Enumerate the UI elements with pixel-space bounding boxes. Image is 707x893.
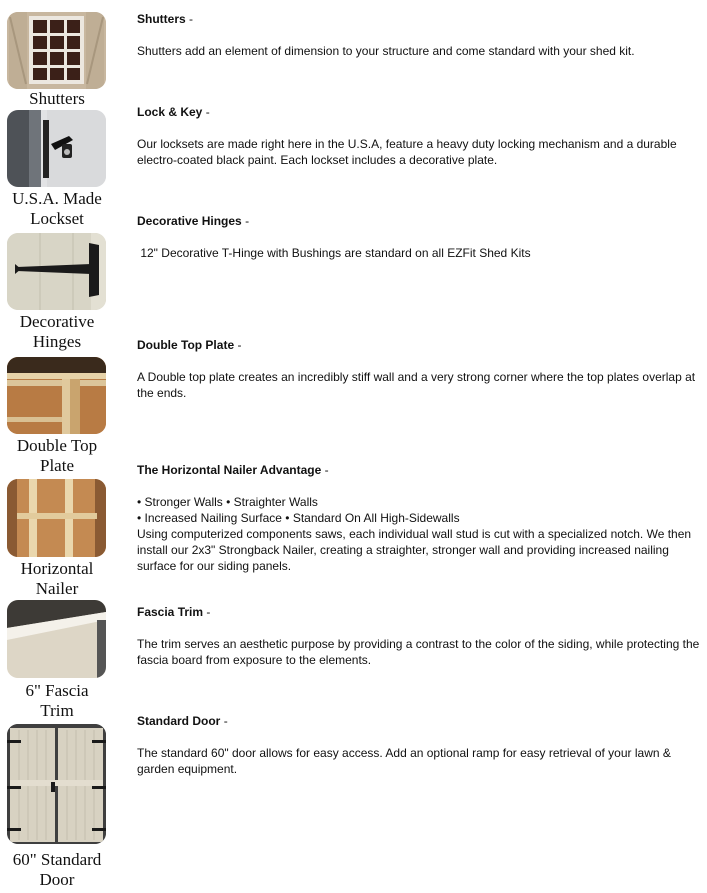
caption-fascia: 6" Fascia Trim [25, 681, 89, 720]
fascia-image [7, 600, 106, 678]
section-decorative-hinges [137, 213, 702, 261]
section-text: • Increased Nailing Surface • Standard On All High-Sidewalls [137, 511, 460, 525]
section-title: Lock & Key - [137, 105, 210, 119]
section-lock-key [137, 104, 702, 168]
section-text: The trim serves an aesthetic purpose by providing a contrast to the color of the siding, while protecting the fascia board from exposure to the elements. [137, 637, 700, 667]
caption-hinges: Decorative Hinges [19, 312, 95, 351]
section-text: Shutters add an element of dimension to your structure and come standard with your shed kit. [137, 44, 635, 58]
caption-nailer: Horizontal Nailer [20, 559, 94, 598]
section-fascia-trim [137, 604, 702, 668]
door-image [7, 724, 106, 844]
shutters-image [7, 12, 106, 89]
section-text: The standard 60" door allows for easy access. Add an optional ramp for easy retrieval of your lawn & garden equipment. [137, 746, 671, 776]
section-horizontal-nailer [137, 462, 702, 574]
section-double-top-plate [137, 337, 702, 401]
caption-shutters: Shutters [29, 89, 85, 108]
top-plate-image [7, 357, 106, 434]
hinge-image [7, 233, 106, 310]
caption-door: 60" Standard Door [12, 850, 102, 889]
section-text: • Stronger Walls • Straighter Walls [137, 495, 318, 509]
section-title: Standard Door - [137, 714, 228, 728]
section-title: Decorative Hinges - [137, 214, 250, 228]
section-title: Double Top Plate - [137, 338, 242, 352]
section-text: 12" Decorative T-Hinge with Bushings are standard on all EZFit Shed Kits [137, 246, 531, 260]
section-title: Fascia Trim - [137, 605, 211, 619]
caption-top-plate: Double Top Plate [16, 436, 98, 475]
lockset-image [7, 110, 106, 187]
section-text: A Double top plate creates an incredibly stiff wall and a very strong corner where the top plates overlap at the ends. [137, 370, 696, 400]
section-title: Shutters - [137, 12, 194, 26]
section-text: Using computerized components saws, each individual wall stud is cut with a specialized notch. We then install our 2x3" Strongback Nailer, creating a straighter, stronger wall and providing increased nailing surface for our siding panels. [137, 527, 692, 573]
section-shutters [137, 11, 702, 59]
section-standard-door [137, 713, 702, 777]
caption-lockset: U.S.A. Made Lockset [12, 189, 102, 228]
nailer-image [7, 479, 106, 557]
section-title: The Horizontal Nailer Advantage - [137, 463, 329, 477]
section-text: Our locksets are made right here in the U.S.A, feature a heavy duty locking mechanism and a durable electro-coated black paint. Each lockset includes a decorative plate. [137, 137, 677, 167]
